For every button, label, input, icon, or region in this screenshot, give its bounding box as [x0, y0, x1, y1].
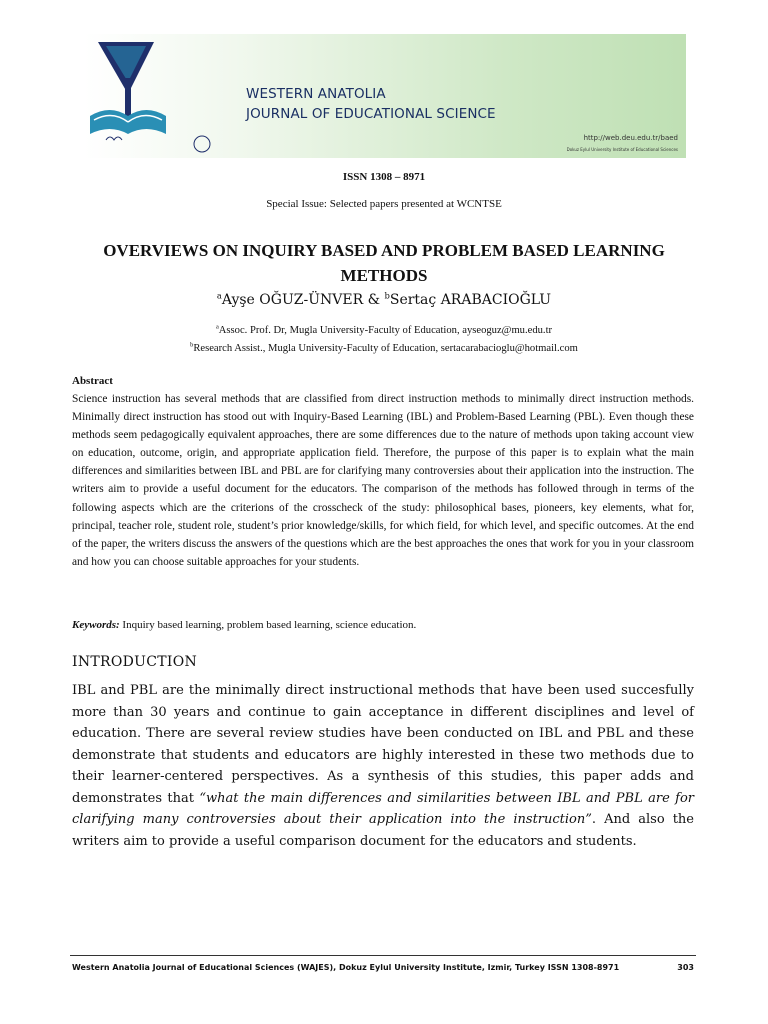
journal-url[interactable]: http://web.deu.edu.tr/baed: [583, 134, 678, 142]
special-issue-note: Special Issue: Selected papers presented at WCNTSE: [266, 198, 502, 210]
author-b-marker: b: [384, 290, 390, 301]
affiliation-a-marker: a: [215, 323, 219, 331]
author-a-name: Ayşe OĞUZ-ÜNVER &: [221, 292, 385, 308]
author-a-marker: a: [216, 290, 222, 301]
page-number: 303: [677, 963, 694, 972]
keywords-text: Inquiry based learning, problem based learning, science education.: [119, 619, 417, 631]
abstract-text: Science instruction has several methods that are classified from direct instruction methods to minimally direct instruction methods. Minimally direct instruction has stood out with Inquiry-Based Learning (IBL) and Problem-Based Learning (PBL). Even though these methods seem pedagogically equivalent approaches, there are some differences due to the nature of methods upon taking account view on education, outcome, origin, and appropriate application field. Therefore, the purpose of this paper is to explain what the main differences and similarities between IBL and PBL are for clarifying many controversies about their application into the instruction. The writers aim to provide a useful document for the educators. The comparison of the methods has followed through in terms of the following aspects which are the criterions of the crosscheck of the study: philosophical bases, pioneers, key elements, what for, principal, teacher role, student role, student’s prior knowledge/skills, for which field, for which level, and specific outcomes. At the end of the paper, the writers discuss the answers of the questions which are the best approaches the ones that work for you in your classroom and how you can choose suitable approaches for your students.: [72, 393, 694, 568]
affiliation-b-marker: b: [190, 341, 194, 349]
keywords-label: Keywords:: [72, 619, 120, 631]
journal-name-line2: JOURNAL OF EDUCATIONAL SCIENCE: [246, 106, 496, 122]
affiliation-b-text: Research Assist., Mugla University-Faculty of Education, sertacarabacioglu@hotmail.com: [193, 343, 578, 354]
abstract-heading: Abstract: [72, 375, 113, 387]
introduction-heading: INTRODUCTION: [72, 654, 198, 670]
affiliation-a-text: Assoc. Prof. Dr, Mugla University-Faculty of Education, ayseoguz@mu.edu.tr: [218, 325, 553, 336]
introduction-text-end: . And also the writers aim to provide a useful comparison document for the educators and students.: [72, 812, 694, 849]
affiliation-a: [0, 325, 768, 336]
journal-institute: Dokuz Eylul University Institute of Educational Sciences: [566, 147, 678, 152]
introduction-text-start: IBL and PBL are the minimally direct instructional methods that have been used succesfully more than 30 years and continue to gain acceptance in different disciplines and level of education. There are several review studies have been conducted on IBL and PBL and these demonstrate that students and educators are highly interested in these two methods due to their learner-centered perspectives. As a synthesis of this studies, this paper adds and demonstrates that: [72, 683, 694, 806]
introduction-quote: “what the main differences and similarities between IBL and PBL are for clarifying many controversies about their application into the instruction”: [72, 790, 695, 827]
keywords: [72, 619, 694, 631]
footer-divider: [70, 955, 696, 956]
journal-name: [246, 84, 496, 124]
journal-banner: [84, 34, 686, 158]
affiliation-b: [0, 343, 768, 354]
footer-citation: Western Anatolia Journal of Educational Sciences (WAJES), Dokuz Eylul University Institute, Izmir, Turkey ISSN 1308-8971: [72, 963, 620, 972]
introduction-text: [72, 680, 694, 852]
paper-title: OVERVIEWS ON INQUIRY BASED AND PROBLEM BASED LEARNING METHODS: [103, 241, 665, 285]
author-b-name: Sertaç ARABACIOĞLU: [389, 292, 552, 308]
journal-name-line1: WESTERN ANATOLIA: [246, 86, 386, 102]
issn: ISSN 1308 – 8971: [342, 171, 426, 183]
journal-emblem-icon: [84, 34, 234, 158]
author-list: [0, 292, 768, 308]
